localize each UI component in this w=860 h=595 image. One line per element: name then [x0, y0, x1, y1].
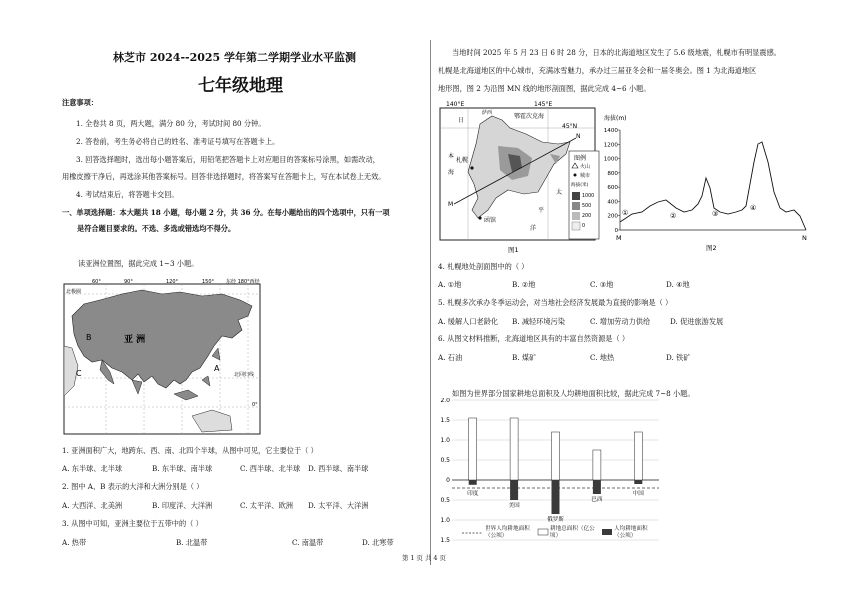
profile-M: M [616, 234, 622, 242]
hokkaido-intro-1: 当地时间 2025 年 5 月 23 日 6 时 28 分，日本的北海道地区发生了 5.6 级地震，札幌市有明显震感。 [452, 48, 781, 57]
bar-total [593, 450, 601, 480]
option: C. ③地 [590, 280, 614, 289]
legend-level: 500 [582, 204, 592, 209]
legend-world: 世界人均耕地面积（公顷） [485, 526, 530, 539]
map-label: 洋 [530, 225, 537, 232]
figure-caption: 图2 [706, 244, 717, 252]
legend-title: 图例 [574, 155, 587, 162]
bar-per-capita [552, 480, 560, 514]
map-M: M [448, 201, 454, 208]
lon-label: 90° [124, 279, 133, 285]
legend-total: 耕地总面积（亿公顷） [550, 526, 595, 539]
option: B. ②地 [512, 280, 536, 289]
option: D. 太平洋、大洋洲 [308, 501, 369, 510]
lat-label: 45°N [562, 123, 578, 130]
profile-ytick: 400 [607, 199, 618, 206]
question-2: 2. 图中 A、B 表示的大洋和大洲分别是（ ） [62, 482, 204, 491]
map-label: 海 [448, 169, 455, 176]
legend-level: 0 [582, 224, 586, 229]
map-legend [568, 150, 600, 240]
legend-per-capita: 人均耕地面积（公顷） [614, 526, 648, 539]
option: C. 太平洋、欧洲 [240, 501, 293, 510]
lon-label: 145°E [534, 101, 553, 108]
profile-ylabel: 海拔(m) [604, 115, 627, 122]
question-1: 1. 亚洲面积广大，地跨东、西、南、北四个半球，从图中可见，它主要位于（ ） [62, 446, 318, 455]
note-item: 3. 回答选择题时，选出每小题答案后，用铅笔把答题卡上对应题目的答案标号涂黑，如需改动， [76, 155, 380, 164]
city-label: 札幌 [456, 157, 469, 164]
category-label: 俄罗斯 [547, 517, 564, 523]
category-label: 美国 [508, 503, 520, 509]
profile-ytick: 0 [614, 228, 618, 234]
bar-total [469, 418, 477, 480]
profile-point-4: ④ [750, 204, 757, 212]
bar-per-capita [593, 480, 601, 494]
legend-level: 1000 [582, 194, 595, 199]
option: D. ④地 [666, 280, 690, 289]
farmland-intro: 如图为世界部分国家耕地总面积及人均耕地面积比较，据此完成 7~8 小题。 [452, 389, 695, 398]
profile-point-3: ③ [712, 210, 719, 218]
exam-subtitle: 七年级地理 [198, 76, 283, 96]
lon-label: 120° [166, 279, 179, 285]
option: C. 西半球、北半球 [240, 464, 301, 473]
note-item: 用橡皮擦干净后，再选涂其他答案标号。回答非选择题时，将答案写在答题卡上，写在本试卷上无效。 [62, 172, 386, 181]
terrain-profile-chart [598, 112, 818, 254]
option: D. 促进旅游发展 [670, 317, 724, 326]
option: C. 增加劳动力供给 [590, 317, 651, 326]
option: A. 石油 [438, 353, 463, 362]
hokkaido-intro-2: 札幌是北海道地区的中心城市，充满冰雪魅力，承办过三届亚冬会和一届冬奥会。图 1 为北海道地区 [438, 66, 757, 75]
map-letter-C: C [76, 369, 82, 378]
asia-intro: 读亚洲位置图，据此完成 1~3 小题。 [78, 259, 199, 268]
profile-ytick: 1000 [603, 156, 618, 163]
note-item: 2. 答卷前，考生务必将自己的姓名、准考证号填写在答题卡上。 [76, 137, 280, 146]
asia-map-label: 亚 洲 [124, 335, 146, 345]
hokkaido-intro-3: 地形图，图 2 为沿图 MN 线的地形剖面图，据此完成 4~6 小题。 [438, 84, 651, 93]
profile-ytick: 1200 [603, 142, 618, 149]
option: B. 煤矿 [512, 353, 537, 362]
question-4: 4. 札幌地处剖面图中的（ ） [438, 262, 529, 271]
map-label: 太 [556, 189, 563, 196]
city-icon [574, 174, 577, 177]
lat-label: 北极圈 [66, 289, 82, 295]
bar-total [552, 432, 560, 480]
legend-city: 城市 [580, 173, 591, 179]
y-tick-label: 1.0 [440, 517, 450, 524]
option: B. 印度洋、大洋洲 [152, 501, 213, 510]
profile-N: N [802, 234, 807, 242]
y-tick-label: 0.5 [440, 497, 450, 504]
bar-total [634, 432, 642, 480]
lon-label: 150° [202, 279, 215, 285]
category-label: 巴西 [591, 497, 603, 503]
note-item: 1. 全卷共 8 页，两大题，满分 80 分，考试时间 80 分钟。 [76, 119, 266, 128]
option: A. 大西洋、北美洲 [62, 501, 123, 510]
option: C. 地热 [590, 353, 615, 362]
profile-point-1: ① [622, 209, 629, 217]
lat-label: 北回归线 [234, 372, 255, 378]
asia-location-map [62, 276, 262, 436]
section1-line2: 是符合题目要求的。不选、多选或错选均不得分。 [77, 224, 236, 233]
profile-ytick: 600 [607, 185, 618, 192]
option: D. 西半球、南半球 [308, 464, 369, 473]
option: B. 北温带 [176, 538, 208, 547]
option: D. 北寒带 [362, 538, 394, 547]
option: A. 缓解人口老龄化 [438, 317, 499, 326]
lon-label: 140°E [446, 101, 465, 108]
map-letter-B: B [86, 333, 92, 342]
category-label: 印度 [467, 491, 479, 497]
bar-total [510, 418, 518, 480]
option: D. 铁矿 [666, 353, 691, 362]
lat-label: 0° [252, 402, 258, 408]
category-label: 中国 [632, 491, 644, 497]
legend-volcano: 火山 [580, 164, 591, 170]
map-label: 鄂霍次克海 [514, 113, 545, 120]
map-label: 萨西 [482, 110, 493, 116]
map-label: 平 [538, 207, 545, 214]
city-label: 函馆 [484, 217, 497, 224]
profile-ytick: 200 [607, 213, 618, 220]
option: B. 减轻环境污染 [512, 317, 565, 326]
bar-per-capita [634, 480, 642, 484]
exam-title: 林芝市 2024--2025 学年第二学期学业水平监测 [113, 51, 357, 64]
map-label: 本 [448, 153, 455, 160]
column-divider [430, 40, 431, 565]
profile-point-2: ② [670, 212, 677, 220]
bar-per-capita [469, 480, 477, 485]
map-N: N [576, 133, 581, 140]
legend-elev: 海拔(米) [571, 183, 589, 188]
y-tick-label: 0.5 [440, 457, 450, 464]
question-6: 6. 从图文材料推断，北海道地区具有的丰富自然资源是（ ） [438, 334, 630, 343]
option: C. 南温带 [292, 538, 324, 547]
notes-heading: 注意事项： [62, 98, 98, 107]
section1-line1: 一、单项选择题：本大题共 18 小题，每小题 2 分，共 36 分。在每小题给出的四个选项中，只有一项 [62, 208, 390, 217]
option: A. 热带 [62, 538, 87, 547]
y-tick-label: 1.5 [440, 417, 450, 424]
profile-ytick: 800 [607, 170, 618, 177]
lon-label: 60° [92, 279, 101, 285]
map-letter-A: A [214, 364, 220, 373]
map-label: 日 [458, 117, 465, 124]
figure-caption: 图1 [508, 246, 519, 254]
option: A. ①地 [438, 280, 462, 289]
legend-level: 200 [582, 214, 592, 219]
y-tick-label: 1.5 [440, 537, 450, 544]
question-5: 5. 札幌多次承办冬季运动会，对当地社会经济发展最为直接的影响是（ ） [438, 298, 673, 307]
profile-ytick: 1400 [603, 128, 618, 134]
y-tick-label: 0 [446, 477, 450, 484]
note-item: 4. 考试结束后，将答题卡交回。 [76, 190, 179, 199]
question-3: 3. 从图中可知，亚洲主要位于五带中的（ ） [62, 519, 203, 528]
bar-per-capita [510, 480, 518, 500]
option: A. 东半球、北半球 [62, 464, 123, 473]
lon-label: 东经 180°西经 [226, 279, 260, 285]
page-footer: 第 1 页 共 4 页 [402, 554, 446, 562]
y-tick-label: 1.0 [440, 437, 450, 444]
option: B. 东半球、南半球 [152, 464, 213, 473]
y-tick-label: 2.0 [440, 398, 450, 404]
